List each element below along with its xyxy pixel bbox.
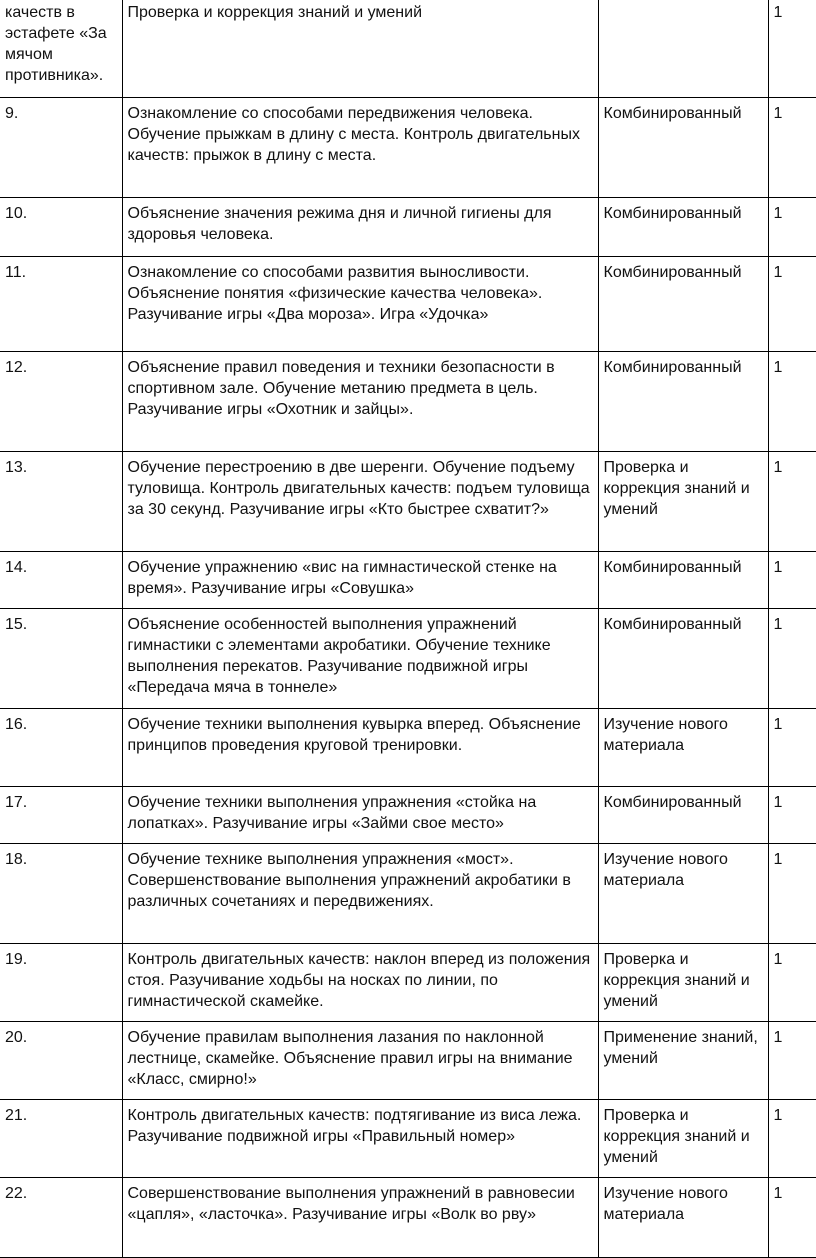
lesson-number: 12.: [0, 352, 122, 452]
lesson-hours: 1: [768, 552, 816, 609]
lesson-hours: 1: [768, 709, 816, 787]
table-row: [0, 787, 816, 844]
lesson-hours: 1: [768, 198, 816, 257]
lesson-hours: 1: [768, 609, 816, 709]
table-row: [0, 944, 816, 1022]
lesson-type: Изучение нового материала: [598, 709, 768, 787]
lesson-topic: Совершенствование выполнения упражнений в равновесии «цапля», «ласточка». Разучивание игры «Волк во рву»: [122, 1178, 598, 1258]
lesson-type: Комбинированный: [598, 552, 768, 609]
lesson-topic: Объяснение значения режима дня и личной гигиены для здоровья человека.: [122, 198, 598, 257]
lesson-topic: Проверка и коррекция знаний и умений: [122, 0, 598, 98]
lesson-type: Комбинированный: [598, 98, 768, 198]
lesson-type: [598, 0, 768, 98]
lesson-hours: 1: [768, 1100, 816, 1178]
table-row: [0, 709, 816, 787]
lesson-type: Комбинированный: [598, 257, 768, 352]
lesson-number: качеств в эстафете «За мячом противника».: [0, 0, 122, 98]
table-row: [0, 452, 816, 552]
lesson-type: Комбинированный: [598, 352, 768, 452]
table-row: [0, 1100, 816, 1178]
lesson-topic: Обучение правилам выполнения лазания по наклонной лестнице, скамейке. Объяснение правил игры на внимание «Класс, смирно!»: [122, 1022, 598, 1100]
lesson-number: 21.: [0, 1100, 122, 1178]
lesson-number: 11.: [0, 257, 122, 352]
lesson-hours: 1: [768, 1022, 816, 1100]
lesson-topic: Обучение техники выполнения кувырка вперед. Объяснение принципов проведения круговой тренировки.: [122, 709, 598, 787]
lesson-hours: 1: [768, 787, 816, 844]
lesson-number: 18.: [0, 844, 122, 944]
lesson-number: 20.: [0, 1022, 122, 1100]
lesson-topic: Контроль двигательных качеств: подтягивание из виса лежа. Разучивание подвижной игры «Правильный номер»: [122, 1100, 598, 1178]
lesson-type: Применение знаний, умений: [598, 1022, 768, 1100]
lesson-number: 22.: [0, 1178, 122, 1258]
lesson-hours: 1: [768, 257, 816, 352]
lesson-type: Комбинированный: [598, 787, 768, 844]
lesson-hours: 1: [768, 844, 816, 944]
table-row: [0, 0, 816, 98]
lesson-topic: Объяснение правил поведения и техники безопасности в спортивном зале. Обучение метанию предмета в цель. Разучивание игры «Охотник и зайцы».: [122, 352, 598, 452]
lesson-number: 16.: [0, 709, 122, 787]
table-row: [0, 609, 816, 709]
lesson-number: 17.: [0, 787, 122, 844]
table-row: [0, 1178, 816, 1258]
table-row: [0, 257, 816, 352]
lesson-hours: 1: [768, 944, 816, 1022]
lesson-type: Проверка и коррекция знаний и умений: [598, 944, 768, 1022]
lesson-hours: 1: [768, 1178, 816, 1258]
lesson-hours: 1: [768, 452, 816, 552]
lesson-hours: 1: [768, 0, 816, 98]
table-row: [0, 552, 816, 609]
lesson-number: 9.: [0, 98, 122, 198]
lesson-topic: Ознакомление со способами передвижения человека. Обучение прыжкам в длину с места. Контроль двигательных качеств: прыжок в длину с места.: [122, 98, 598, 198]
table-row: [0, 1022, 816, 1100]
lesson-number: 15.: [0, 609, 122, 709]
lesson-type: Проверка и коррекция знаний и умений: [598, 1100, 768, 1178]
lesson-topic: Обучение технике выполнения упражнения «мост». Совершенствование выполнения упражнений акробатики в различных сочетаниях и передвижениях.: [122, 844, 598, 944]
table-row: [0, 198, 816, 257]
lesson-topic: Объяснение особенностей выполнения упражнений гимнастики с элементами акробатики. Обучение технике выполнения перекатов. Разучивание подвижной игры «Передача мяча в тоннеле»: [122, 609, 598, 709]
lesson-topic: Обучение упражнению «вис на гимнастической стенке на время». Разучивание игры «Совушка»: [122, 552, 598, 609]
lesson-type: Комбинированный: [598, 609, 768, 709]
table-row: [0, 844, 816, 944]
lesson-type: Изучение нового материала: [598, 1178, 768, 1258]
lesson-topic: Обучение перестроению в две шеренги. Обучение подъему туловища. Контроль двигательных качеств: подъем туловища за 30 секунд. Разучивание игры «Кто быстрее схватит?»: [122, 452, 598, 552]
lesson-type: Проверка и коррекция знаний и умений: [598, 452, 768, 552]
lesson-number: 19.: [0, 944, 122, 1022]
lesson-hours: 1: [768, 98, 816, 198]
table-row: [0, 352, 816, 452]
lesson-hours: 1: [768, 352, 816, 452]
lesson-type: Комбинированный: [598, 198, 768, 257]
lesson-number: 14.: [0, 552, 122, 609]
lesson-number: 10.: [0, 198, 122, 257]
lesson-topic: Ознакомление со способами развития выносливости. Объяснение понятия «физические качества человека». Разучивание игры «Два мороза». Игра «Удочка»: [122, 257, 598, 352]
lesson-type: Изучение нового материала: [598, 844, 768, 944]
table-row: [0, 98, 816, 198]
lesson-topic: Обучение техники выполнения упражнения «стойка на лопатках». Разучивание игры «Займи свое место»: [122, 787, 598, 844]
lesson-number: 13.: [0, 452, 122, 552]
lesson-topic: Контроль двигательных качеств: наклон вперед из положения стоя. Разучивание ходьбы на носках по линии, по гимнастической скамейке.: [122, 944, 598, 1022]
